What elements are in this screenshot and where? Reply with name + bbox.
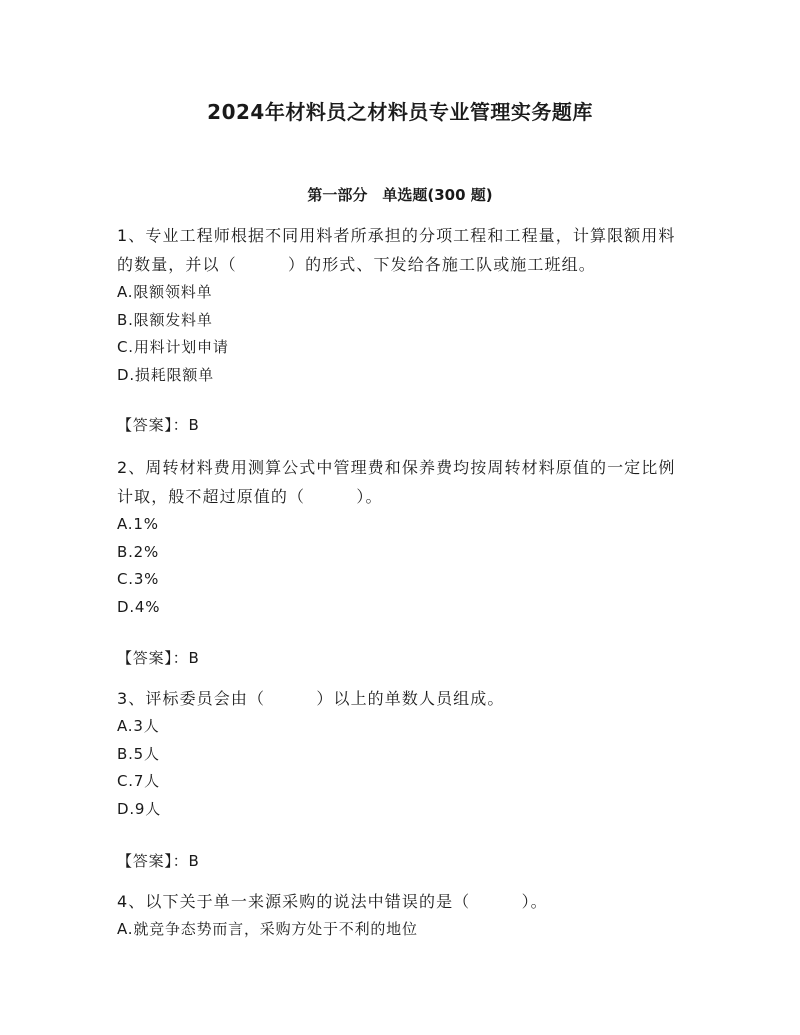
option-c: C.7人 [117,772,160,790]
option-c: C.3% [117,570,160,588]
question-1 [117,221,687,389]
option-a: A.1% [117,515,159,533]
option-b: B.5人 [117,744,160,763]
document-title: 2024年材料员之材料员专业管理实务题库 [207,100,593,124]
question-3 [117,684,687,823]
question-2 [117,453,687,621]
option-a: A.3人 [117,717,160,735]
option-d: D.4% [117,597,161,616]
answer-2: 【答案】：B [117,649,200,667]
option-d: D.9人 [117,799,162,818]
question-stem: 3、评标委员会由（ ）以上的单数人员组成。 [117,689,505,708]
question-stem: 1、专业工程师根据不同用料者所承担的分项工程和工程量，计算限额用料的数量，并以（ ）的形式、下发给各施工队或施工班组。 [117,226,676,274]
question-4 [117,887,687,944]
section-title: 第一部分 单选题(300 题) [307,186,493,204]
answer-3: 【答案】：B [117,852,200,870]
option-b: B.限额发料单 [117,310,213,329]
question-stem: 4、以下关于单一来源采购的说法中错误的是（ ）。 [117,892,548,911]
option-d: D.损耗限额单 [117,365,214,384]
option-a: A.就竞争态势而言，采购方处于不利的地位 [117,920,418,938]
option-b: B.2% [117,542,160,561]
option-a: A.限额领料单 [117,283,213,301]
option-c: C.用料计划申请 [117,338,229,356]
question-stem: 2、周转材料费用测算公式中管理费和保养费均按周转材料原值的一定比例计取，般不超过原值的（ ）。 [117,458,676,506]
answer-1: 【答案】：B [117,416,200,434]
